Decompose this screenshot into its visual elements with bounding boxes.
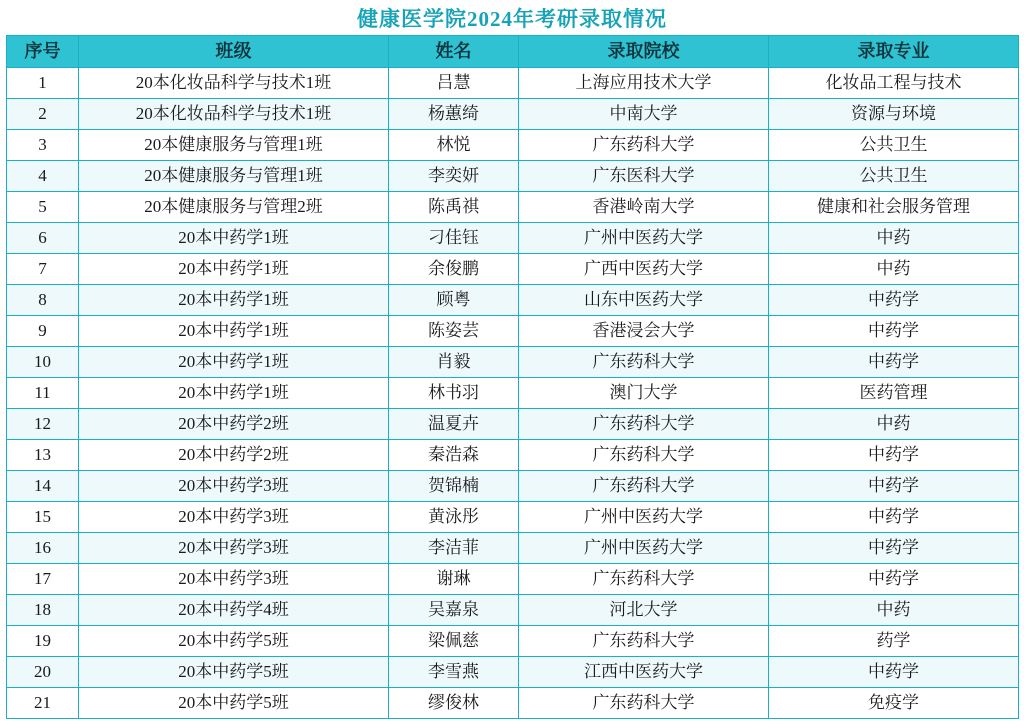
table-row bbox=[7, 657, 1019, 688]
cell-no: 11 bbox=[7, 378, 79, 409]
cell-no: 14 bbox=[7, 471, 79, 502]
column-header-class: 班级 bbox=[79, 36, 389, 68]
cell-class: 20本健康服务与管理1班 bbox=[79, 161, 389, 192]
cell-name: 陈禹祺 bbox=[389, 192, 519, 223]
cell-no: 20 bbox=[7, 657, 79, 688]
cell-no: 15 bbox=[7, 502, 79, 533]
table-row bbox=[7, 130, 1019, 161]
cell-no: 18 bbox=[7, 595, 79, 626]
cell-school: 河北大学 bbox=[519, 595, 769, 626]
cell-no: 5 bbox=[7, 192, 79, 223]
cell-major: 中药学 bbox=[769, 564, 1019, 595]
column-header-no: 序号 bbox=[7, 36, 79, 68]
cell-school: 广西中医药大学 bbox=[519, 254, 769, 285]
cell-major: 公共卫生 bbox=[769, 130, 1019, 161]
cell-name: 李洁菲 bbox=[389, 533, 519, 564]
cell-name: 黄泳彤 bbox=[389, 502, 519, 533]
table-row bbox=[7, 440, 1019, 471]
cell-major: 中药 bbox=[769, 223, 1019, 254]
cell-no: 1 bbox=[7, 68, 79, 99]
cell-major: 中药学 bbox=[769, 440, 1019, 471]
cell-class: 20本中药学1班 bbox=[79, 254, 389, 285]
cell-no: 17 bbox=[7, 564, 79, 595]
cell-class: 20本中药学1班 bbox=[79, 223, 389, 254]
table-row bbox=[7, 626, 1019, 657]
cell-class: 20本中药学1班 bbox=[79, 316, 389, 347]
cell-name: 秦浩森 bbox=[389, 440, 519, 471]
cell-school: 广东药科大学 bbox=[519, 347, 769, 378]
cell-school: 广东药科大学 bbox=[519, 471, 769, 502]
cell-class: 20本中药学4班 bbox=[79, 595, 389, 626]
table-header bbox=[7, 36, 1019, 68]
cell-name: 贺锦楠 bbox=[389, 471, 519, 502]
admission-table bbox=[6, 35, 1019, 719]
cell-name: 杨蕙绮 bbox=[389, 99, 519, 130]
cell-no: 8 bbox=[7, 285, 79, 316]
cell-name: 缪俊林 bbox=[389, 688, 519, 719]
table-row bbox=[7, 502, 1019, 533]
table-row bbox=[7, 471, 1019, 502]
cell-major: 公共卫生 bbox=[769, 161, 1019, 192]
table-row bbox=[7, 99, 1019, 130]
cell-class: 20本中药学1班 bbox=[79, 285, 389, 316]
title-bar bbox=[0, 0, 1024, 35]
cell-major: 中药学 bbox=[769, 316, 1019, 347]
table-row bbox=[7, 223, 1019, 254]
table-row bbox=[7, 68, 1019, 99]
cell-school: 广州中医药大学 bbox=[519, 533, 769, 564]
table-row bbox=[7, 316, 1019, 347]
cell-no: 10 bbox=[7, 347, 79, 378]
table-row bbox=[7, 595, 1019, 626]
cell-no: 16 bbox=[7, 533, 79, 564]
cell-major: 健康和社会服务管理 bbox=[769, 192, 1019, 223]
table-row bbox=[7, 409, 1019, 440]
cell-name: 吴嘉泉 bbox=[389, 595, 519, 626]
cell-major: 中药 bbox=[769, 409, 1019, 440]
cell-major: 医药管理 bbox=[769, 378, 1019, 409]
cell-class: 20本中药学3班 bbox=[79, 564, 389, 595]
cell-class: 20本健康服务与管理2班 bbox=[79, 192, 389, 223]
cell-class: 20本化妆品科学与技术1班 bbox=[79, 99, 389, 130]
cell-class: 20本健康服务与管理1班 bbox=[79, 130, 389, 161]
cell-school: 香港浸会大学 bbox=[519, 316, 769, 347]
cell-school: 香港岭南大学 bbox=[519, 192, 769, 223]
cell-no: 4 bbox=[7, 161, 79, 192]
cell-name: 刁佳钰 bbox=[389, 223, 519, 254]
cell-major: 中药 bbox=[769, 595, 1019, 626]
cell-no: 13 bbox=[7, 440, 79, 471]
cell-school: 广东药科大学 bbox=[519, 409, 769, 440]
table-row bbox=[7, 161, 1019, 192]
cell-school: 广东药科大学 bbox=[519, 626, 769, 657]
table-row bbox=[7, 378, 1019, 409]
cell-major: 资源与环境 bbox=[769, 99, 1019, 130]
table-row bbox=[7, 688, 1019, 719]
cell-school: 中南大学 bbox=[519, 99, 769, 130]
table-body bbox=[7, 68, 1019, 719]
cell-class: 20本化妆品科学与技术1班 bbox=[79, 68, 389, 99]
cell-major: 化妆品工程与技术 bbox=[769, 68, 1019, 99]
cell-major: 中药 bbox=[769, 254, 1019, 285]
cell-school: 广东药科大学 bbox=[519, 564, 769, 595]
cell-school: 澳门大学 bbox=[519, 378, 769, 409]
cell-class: 20本中药学3班 bbox=[79, 533, 389, 564]
cell-name: 林悦 bbox=[389, 130, 519, 161]
cell-name: 余俊鹏 bbox=[389, 254, 519, 285]
cell-class: 20本中药学2班 bbox=[79, 409, 389, 440]
cell-name: 林书羽 bbox=[389, 378, 519, 409]
column-header-school: 录取院校 bbox=[519, 36, 769, 68]
cell-school: 广东药科大学 bbox=[519, 688, 769, 719]
cell-name: 李雪燕 bbox=[389, 657, 519, 688]
table-row bbox=[7, 347, 1019, 378]
cell-class: 20本中药学1班 bbox=[79, 347, 389, 378]
cell-major: 中药学 bbox=[769, 502, 1019, 533]
cell-no: 12 bbox=[7, 409, 79, 440]
cell-class: 20本中药学1班 bbox=[79, 378, 389, 409]
table-row bbox=[7, 564, 1019, 595]
cell-school: 江西中医药大学 bbox=[519, 657, 769, 688]
cell-major: 中药学 bbox=[769, 533, 1019, 564]
cell-no: 2 bbox=[7, 99, 79, 130]
cell-name: 谢琳 bbox=[389, 564, 519, 595]
cell-no: 3 bbox=[7, 130, 79, 161]
cell-class: 20本中药学3班 bbox=[79, 502, 389, 533]
cell-name: 梁佩慈 bbox=[389, 626, 519, 657]
cell-no: 21 bbox=[7, 688, 79, 719]
cell-name: 肖毅 bbox=[389, 347, 519, 378]
table-row bbox=[7, 254, 1019, 285]
cell-major: 中药学 bbox=[769, 471, 1019, 502]
table-row bbox=[7, 285, 1019, 316]
cell-school: 上海应用技术大学 bbox=[519, 68, 769, 99]
cell-class: 20本中药学5班 bbox=[79, 657, 389, 688]
page-title: 健康医学院2024年考研录取情况 bbox=[357, 6, 667, 31]
cell-school: 广州中医药大学 bbox=[519, 502, 769, 533]
cell-school: 广东药科大学 bbox=[519, 440, 769, 471]
column-header-name: 姓名 bbox=[389, 36, 519, 68]
cell-no: 6 bbox=[7, 223, 79, 254]
cell-name: 李奕妍 bbox=[389, 161, 519, 192]
cell-school: 山东中医药大学 bbox=[519, 285, 769, 316]
table-row bbox=[7, 533, 1019, 564]
table-header-row bbox=[7, 36, 1019, 68]
cell-school: 广州中医药大学 bbox=[519, 223, 769, 254]
cell-name: 陈姿芸 bbox=[389, 316, 519, 347]
cell-no: 7 bbox=[7, 254, 79, 285]
cell-no: 19 bbox=[7, 626, 79, 657]
table-row bbox=[7, 192, 1019, 223]
cell-school: 广东医科大学 bbox=[519, 161, 769, 192]
cell-major: 中药学 bbox=[769, 347, 1019, 378]
cell-major: 药学 bbox=[769, 626, 1019, 657]
cell-major: 免疫学 bbox=[769, 688, 1019, 719]
cell-class: 20本中药学5班 bbox=[79, 688, 389, 719]
cell-school: 广东药科大学 bbox=[519, 130, 769, 161]
cell-name: 温夏卉 bbox=[389, 409, 519, 440]
cell-class: 20本中药学5班 bbox=[79, 626, 389, 657]
cell-major: 中药学 bbox=[769, 657, 1019, 688]
cell-major: 中药学 bbox=[769, 285, 1019, 316]
column-header-major: 录取专业 bbox=[769, 36, 1019, 68]
cell-class: 20本中药学3班 bbox=[79, 471, 389, 502]
cell-name: 顾粤 bbox=[389, 285, 519, 316]
cell-class: 20本中药学2班 bbox=[79, 440, 389, 471]
cell-name: 吕慧 bbox=[389, 68, 519, 99]
cell-no: 9 bbox=[7, 316, 79, 347]
